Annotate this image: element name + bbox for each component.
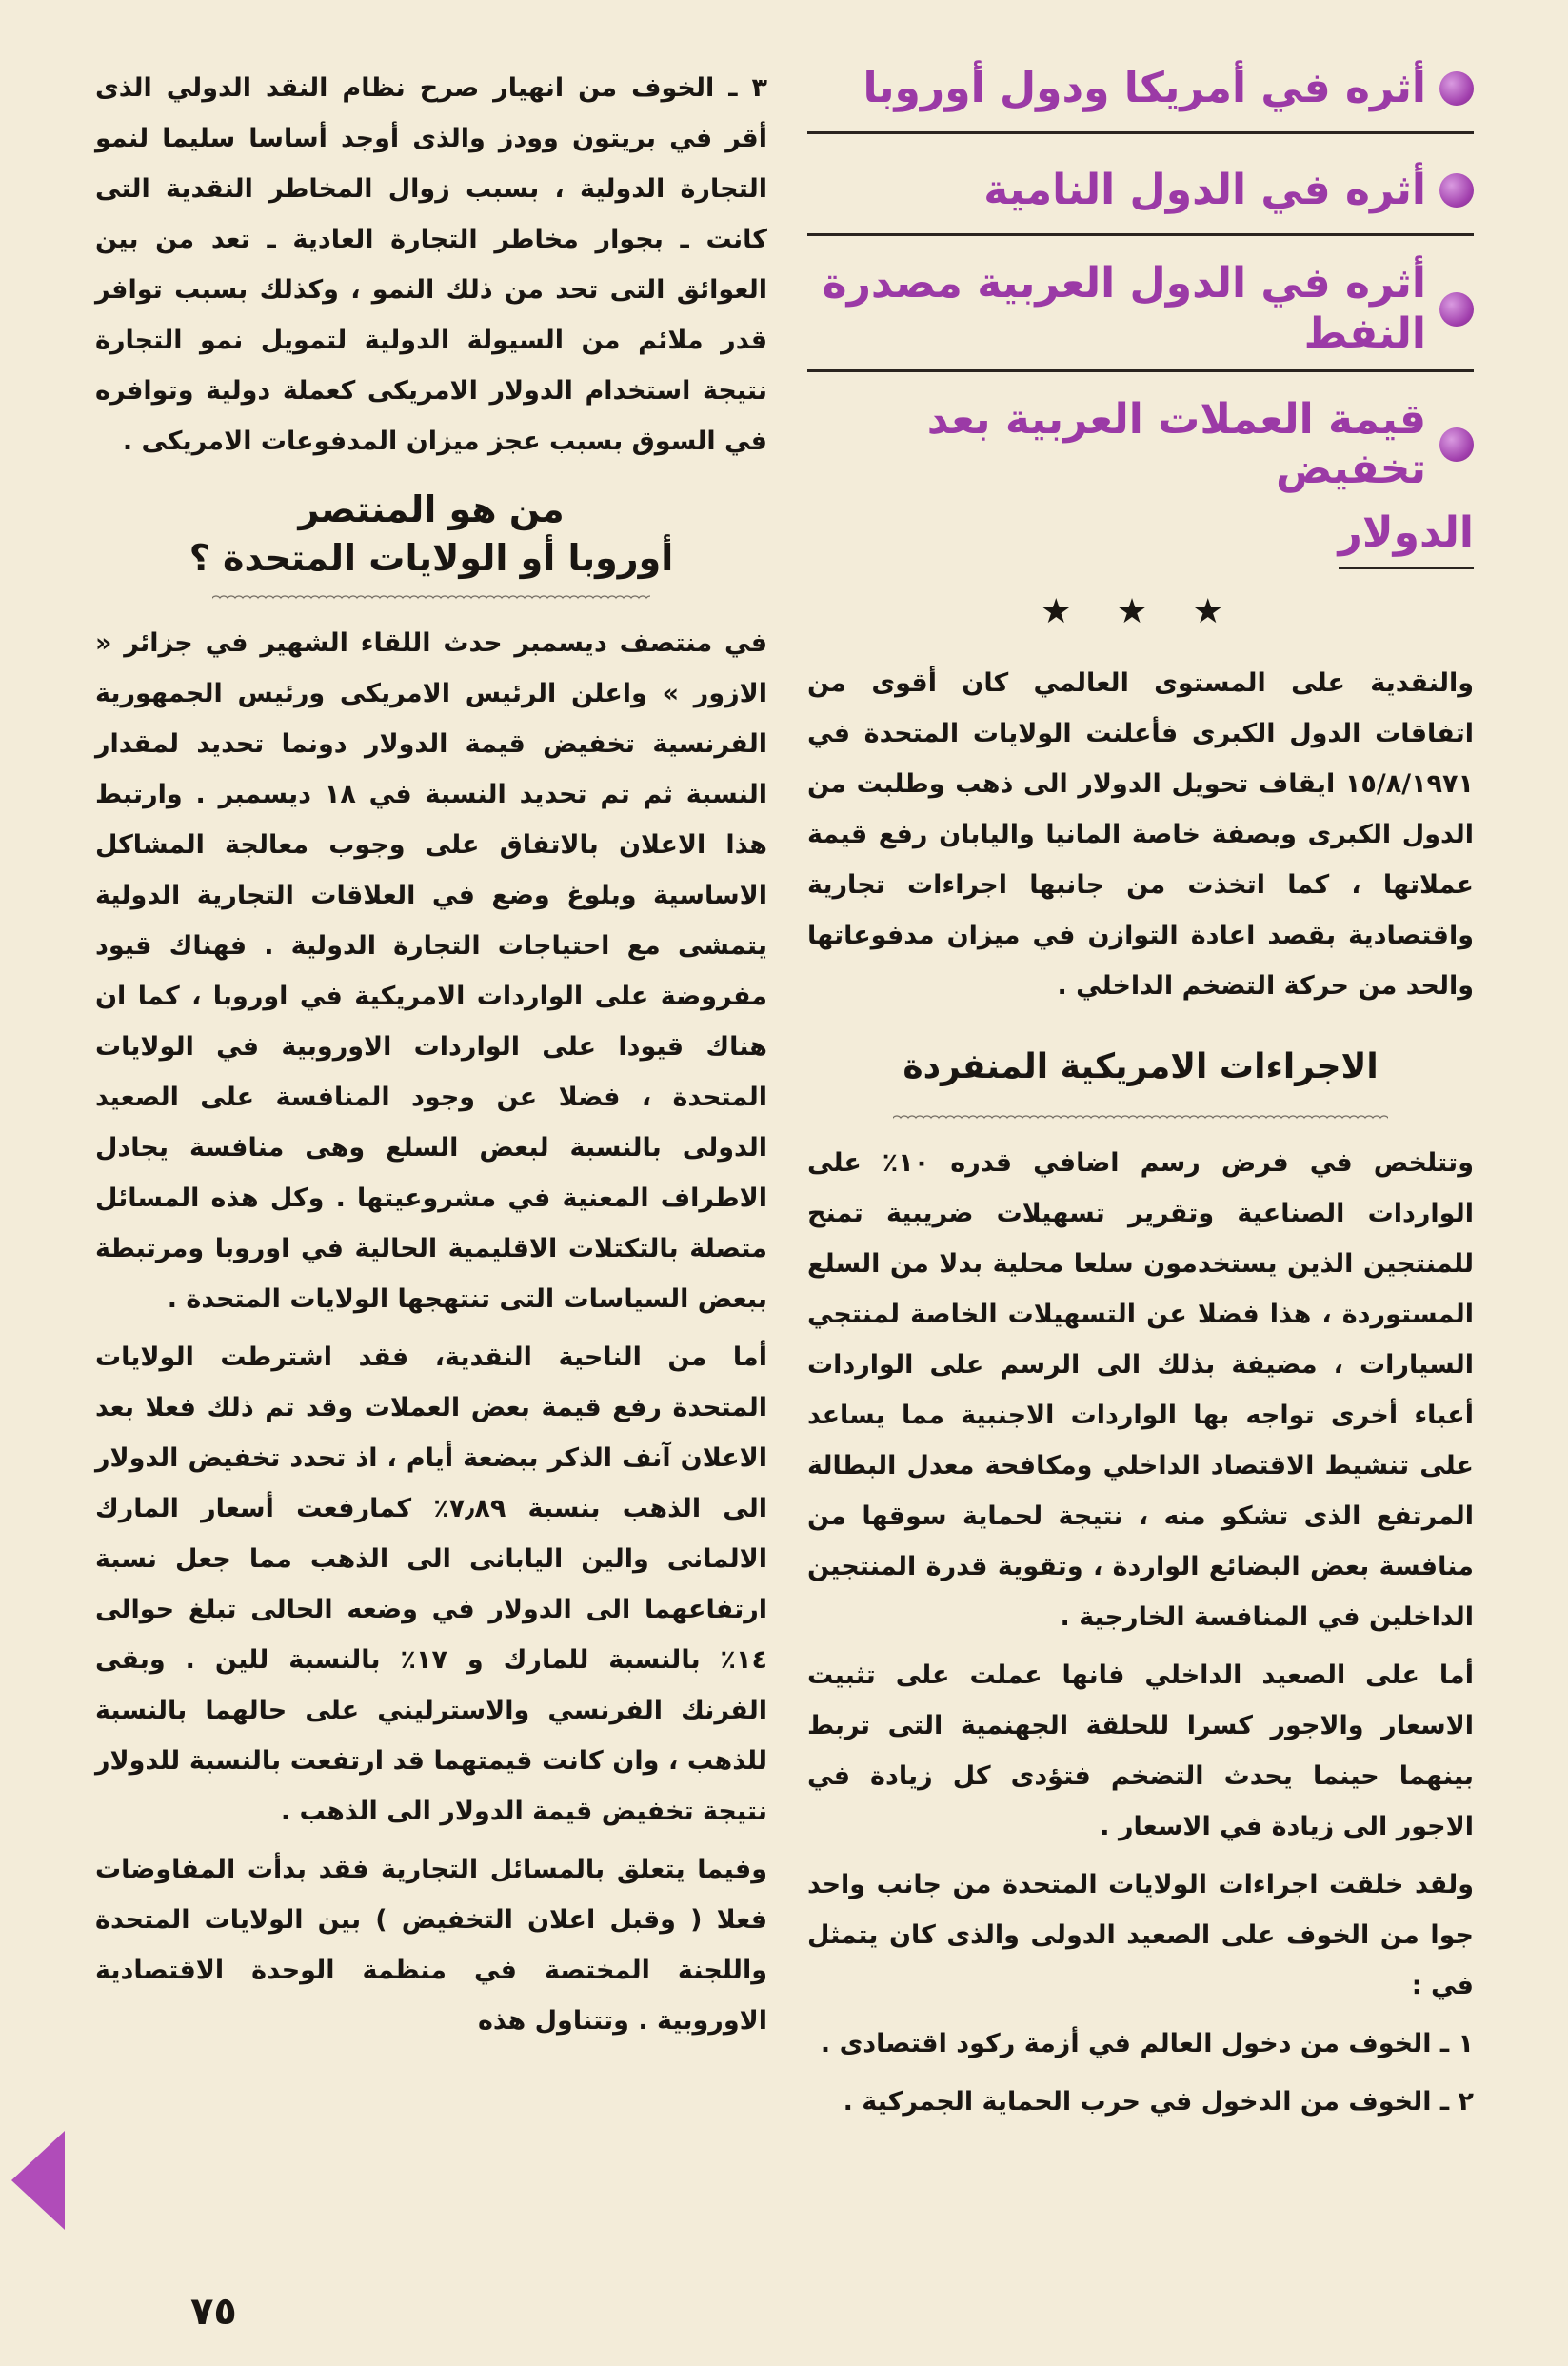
wavy-divider [212, 591, 650, 601]
subheading-line: من هو المنتصر [298, 488, 565, 530]
heading-item [807, 50, 1474, 134]
wavy-divider [893, 1111, 1388, 1121]
star-separator: ★ ★ ★ [1041, 592, 1241, 632]
purple-bullet-icon [1439, 71, 1474, 106]
paragraph: وتتلخص في فرض رسم اضافي قدره ١٠٪ على الواردات الصناعية وتقرير تسهيلات ضريبية تمنح للمنتجين الذين يستخدمون سلعا محلية بدلا من السلع المستوردة ، هذا فضلا عن التسهيلات الخاصة لمنتجي السيارات ، مضيفة بذلك الى الرسم على الواردات أعباء أخرى تواجه بها الواردات الاجنبية مما يساعد على تنشيط الاقتصاد الداخلي ومكافحة معدل البطالة المرتفع الذى تشكو منه ، نتيجة لحماية سوقها من منافسة بعض البضائع الواردة ، وتقوية قدرة المنتجين الداخلين في المنافسة الخارجية . [807, 1147, 1474, 1632]
heading-continuation-wrap [807, 505, 1474, 569]
section-heading: أثره في الدول النامية [983, 165, 1426, 214]
heading-item [807, 253, 1474, 372]
next-page-arrow-icon [11, 2131, 65, 2230]
paragraph: ولقد خلقت اجراءات الولايات المتحدة من جانب واحد جوا من الخوف على الصعيد الدولى والذى كان يتمثل في : [807, 1869, 1474, 2000]
section-heading: قيمة العملات العربية بعد تخفيض [926, 394, 1426, 494]
subheading [95, 486, 767, 584]
section-heading: أثره في الدول العربية مصدرة النفط [822, 259, 1426, 358]
page-number: ٧٥ [190, 2290, 237, 2334]
right-column [807, 50, 1474, 2135]
purple-bullet-icon [1439, 292, 1474, 327]
section-heading-continuation: الدولار [1339, 505, 1474, 569]
paragraph: في منتصف ديسمبر حدث اللقاء الشهير في جزائر « الازور » واعلن الرئيس الامريكى ورئيس الجمهورية الفرنسية تخفيض قيمة الدولار دونما تحديد لمقدار النسبة ثم تم تحديد النسبة في ١٨ ديسمبر . وارتبط هذا الاعلان بالاتفاق على وجوب معالجة المشاكل الاساسية وبلوغ وضع في العلاقات التجارية الدولية يتمشى مع احتياجات التجارة الدولية . فهناك قيود مفروضة على الواردات الامريكية في اوروبا ، كما ان هناك قيودا على الواردات الاوروبية في الولايات المتحدة ، فضلا عن وجود المنافسة على الصعيد الدولى بالنسبة لبعض السلع وهى منافسة يجادل الاطراف المعنية في مشروعيتها . وكل هذه المسائل متصلة بالتكتلات الاقليمية الحالية في اوروبا ومرتبطة ببعض السياسات التى تنتهجها الولايات المتحدة . [95, 627, 768, 1314]
list-item: ٢ ـ الخوف من الدخول في حرب الحماية الجمركية . [843, 2086, 1474, 2117]
left-column [95, 63, 767, 2054]
section-heading: أثره في أمريكا ودول أوروبا [863, 63, 1426, 112]
paragraph: والنقدية على المستوى العالمي كان أقوى من اتفاقات الدول الكبرى فأعلنت الولايات المتحدة في ١٥/٨/١٩٧١ ايقاف تحويل الدولار الى ذهب وطلبت من الدول الكبرى وبصفة خاصة المانيا واليابان رفع قيمة عملاتها ، كما اتخذت من جانبها اجراءات تجارية واقتصادية بقصد اعادة التوازن في ميزان مدفوعاتها والحد من حركة التضخم الداخلي . [807, 668, 1474, 1002]
paragraph: أما من الناحية النقدية، فقد اشترطت الولايات المتحدة رفع قيمة بعض العملات وقد تم ذلك فعلا بعد الاعلان آنف الذكر ببضعة أيام ، اذ تحدد تخفيض الدولار الى الذهب بنسبة ٧٫٨٩٪ كمارفعت أسعار المارك الالمانى والين اليابانى الى الذهب مما جعل نسبة ارتفاعهما الى الدولار في وضعه الحالى تبلغ حوالى ١٤٪ بالنسبة للمارك و ١٧٪ بالنسبة للين . وبقى الفرنك الفرنسي والاسترليني على حالهما بالنسبة للذهب ، وان كانت قيمتهما قد ارتفعت بالنسبة للدولار نتيجة تخفيض قيمة الدولار الى الذهب . [95, 1342, 767, 1826]
purple-bullet-icon [1439, 173, 1474, 208]
purple-bullet-icon [1439, 427, 1474, 462]
subheading: الاجراءات الامريكية المنفردة [903, 1047, 1379, 1087]
subheading-line: أوروبا أو الولايات المتحدة ؟ [189, 537, 674, 580]
heading-item [807, 151, 1474, 236]
paragraph: أما على الصعيد الداخلي فانها عملت على تثبيت الاسعار والاجور كسرا للحلقة الجهنمية التى تربط بينهما حينما يحدث التضخم فتؤدى كل زيادة في الاجور الى زيادة في الاسعار . [807, 1660, 1474, 1841]
list-item: ٣ ـ الخوف من انهيار صرح نظام النقد الدولي الذى أقر في بريتون وودز والذى أوجد أساسا سليما لنمو التجارة الدولية ، بسبب زوال المخاطر النقدية التى كانت ـ بجوار مخاطر التجارة العادية ـ تعد من بين العوائق التى تحد من ذلك النمو ، وكذلك بسبب توافر قدر ملائم من السيولة الدولية لتمويل نمو التجارة نتيجة استخدام الدولار الامريكى كعملة دولية وتوافره في السوق بسبب عجز ميزان المدفوعات الامريكى . [95, 73, 767, 456]
heading-item [807, 389, 1474, 506]
list-item: ١ ـ الخوف من دخول العالم في أزمة ركود اقتصادى . [820, 2028, 1474, 2058]
paragraph: وفيما يتعلق بالمسائل التجارية فقد بدأت المفاوضات فعلا ( وقبل اعلان التخفيض ) بين الولايات المتحدة واللجنة المختصة في منظمة الوحدة الاقتصادية الاوروبية . وتتناول هذه [95, 1854, 767, 2036]
